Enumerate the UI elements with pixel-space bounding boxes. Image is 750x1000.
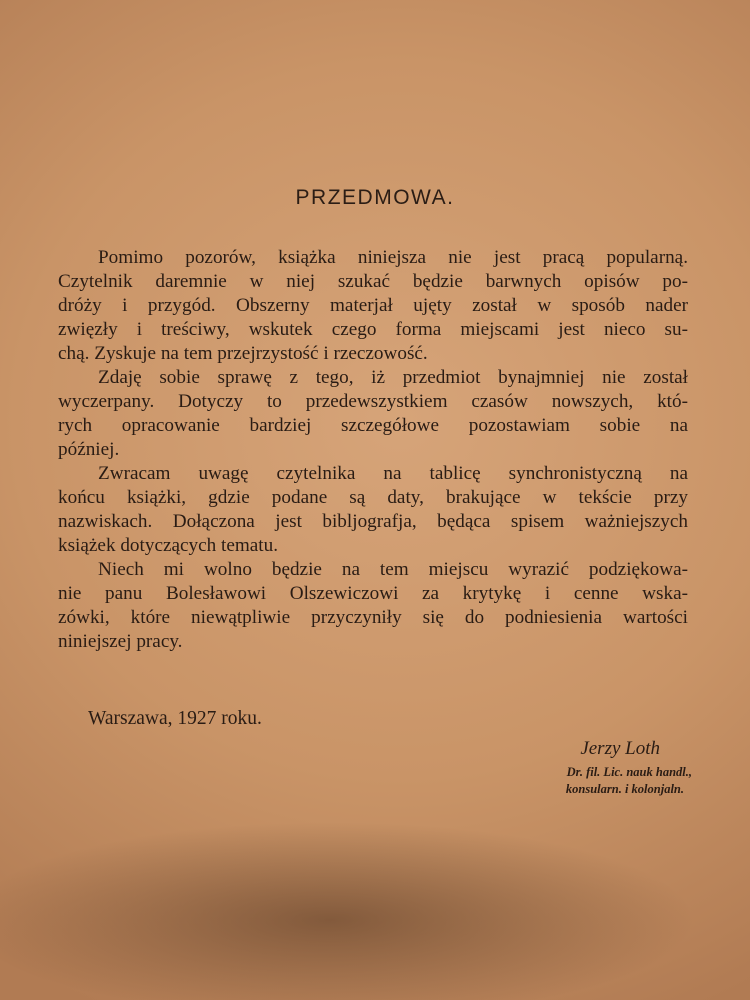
paragraph-1 [58, 246, 688, 366]
paragraph-2 [58, 366, 688, 462]
text-line: wyczerpany. Dotyczy to przedewszystkiem czasów nowszych, któ- [58, 391, 688, 412]
text-line: niniejszej pracy. [58, 631, 183, 652]
signature-block [566, 738, 692, 798]
place-date: Warszawa, 1927 roku. [88, 708, 262, 729]
text-line: Zwracam uwagę czytelnika na tablicę synchronistyczną na [98, 463, 688, 484]
text-line: zwięzły i treściwy, wskutek czego forma miejscami jest nieco su- [58, 319, 688, 340]
text-line: nazwiskach. Dołączona jest bibljografja, będąca spisem ważniejszych [58, 511, 688, 532]
paragraph-3 [58, 462, 688, 558]
page-title: PRZEDMOWA. [295, 186, 455, 209]
text-line: końcu książki, gdzie podane są daty, brakujące w tekście przy [58, 487, 688, 508]
text-line: Czytelnik daremnie w niej szukać będzie barwnych opisów po- [58, 271, 688, 292]
author-name: Jerzy Loth [580, 738, 660, 759]
text-line: dróży i przygód. Obszerny materjał ujęty został w sposób nader [58, 295, 688, 316]
credentials-line: Dr. fil. Lic. nauk handl., [566, 765, 692, 779]
text-line: książek dotyczących tematu. [58, 535, 279, 556]
text-line: rych opracowanie bardziej szczegółowe pozostawiam sobie na [58, 415, 688, 436]
author-credentials [566, 764, 692, 798]
text-line: Pomimo pozorów, książka niniejsza nie jest pracą popularną. [98, 247, 688, 268]
paragraph-4 [58, 558, 688, 654]
text-line: Niech mi wolno będzie na tem miejscu wyrazić podziękowa- [98, 559, 688, 580]
text-line: Zdaję sobie sprawę z tego, iż przedmiot bynajmniej nie został [98, 367, 688, 388]
text-line: chą. Zyskuje na tem przejrzystość i rzeczowość. [58, 343, 428, 364]
credentials-line: konsularn. i kolonjaln. [565, 782, 684, 796]
preface-body [58, 246, 688, 654]
text-line: nie panu Bolesławowi Olszewiczowi za krytykę i cenne wska- [58, 583, 688, 604]
text-line: później. [58, 439, 120, 460]
text-line: zówki, które niewątpliwie przyczyniły się do podniesienia wartości [58, 607, 688, 628]
